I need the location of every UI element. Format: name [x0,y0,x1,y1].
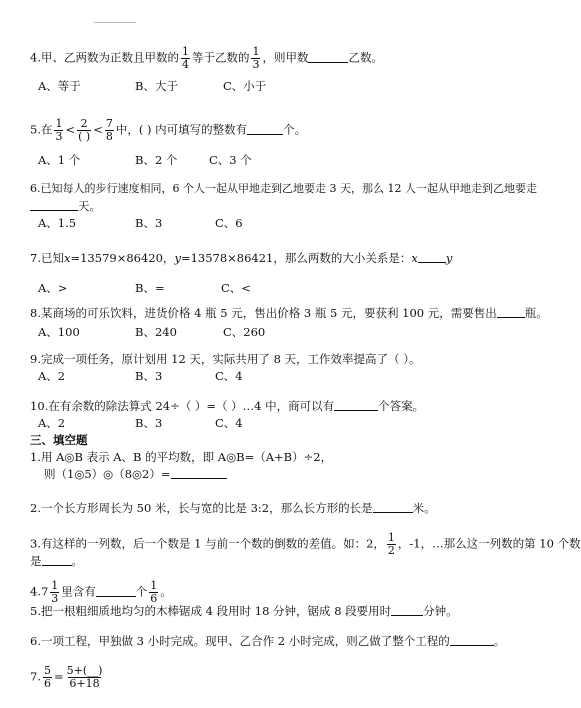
q10-text-b: 个答案。 [378,399,425,413]
q6-text-line2: 天。 [78,199,101,213]
f7-text-a: 7. [30,669,41,684]
question-8 [30,305,548,321]
q7-option-b[interactable]: B、= [135,281,165,295]
fill-1 [30,449,332,465]
q4-text-a: 4.甲、乙两数为正数且甲数的 [30,50,179,65]
q4-text-d: 乙数。 [348,50,383,65]
q7-eq-2: =13578×86421，那么两数的大小关系是： [180,251,412,265]
q5-fraction-3: $\frac{7}{8}$ [105,117,113,143]
q4-option-c[interactable]: C、小于 [223,79,267,93]
q7-var-y: y [174,251,181,265]
section-heading: 三、填空题 [30,433,88,447]
q8-text-b: 瓶。 [524,306,548,320]
q8-option-a[interactable]: A、100 [38,325,80,339]
q10-option-c[interactable]: C、4 [215,416,243,430]
question-10 [30,398,424,414]
f6-text-b: 。 [493,634,506,648]
q4-option-a[interactable]: A、等于 [38,79,81,93]
q6-options [38,215,243,231]
question-4 [30,46,383,71]
q6-text-line1: 6.已知每人的步行速度相同，6 个人一起从甲地走到乙地要走 3 天，那么 12 人一起从甲地走到乙地要走 [30,182,537,195]
q6-option-c[interactable]: C、6 [215,216,243,230]
q8-text-a: 8.某商场的可乐饮料，进货价格 4 瓶 5 元，售出价格 3 瓶 5 元，要获利 100 元，需要售出 [30,306,497,320]
q5-option-c[interactable]: C、3 个 [209,153,252,167]
f3-fraction: $\frac{1}{2}$ [387,531,395,557]
f5-text-b: 分钟。 [423,604,458,618]
q10-options [38,415,243,431]
q6-line2 [30,198,101,214]
f6-answer-blank[interactable] [450,633,494,646]
f2-answer-blank[interactable] [373,500,413,513]
q9-option-c[interactable]: C、4 [215,369,243,383]
question-7 [30,250,452,266]
f2-text-a: 2.一个长方形周长为 50 米，长与宽的比是 3:2，那么长方形的长是 [30,501,373,515]
f2-text-b: 米。 [412,501,436,515]
q4-text-b: 等于乙数的 [191,50,250,65]
f3-line2 [30,553,83,569]
q7-answer-x: x [411,251,418,265]
q6-option-a[interactable]: A、1.5 [38,216,77,230]
f4-answer-blank[interactable] [96,584,136,597]
q7-eq-1: =13579×86420， [70,251,175,265]
q9-option-b[interactable]: B、3 [135,369,163,383]
f4-text-a: 4.7 [30,584,49,599]
top-divider [94,22,136,23]
q5-fraction-2: $\frac{2}{( )}$ [78,117,91,143]
f1-answer-blank[interactable] [171,466,227,479]
f4-text-b: 里含有 [61,584,96,599]
f3-text-line2a: 是 [30,554,42,568]
q8-answer-blank[interactable] [497,305,525,318]
q6-answer-blank[interactable] [30,198,78,211]
q9-options [38,368,243,384]
f5-answer-blank[interactable] [391,603,423,616]
q5-less-than-2: < [93,122,103,137]
q8-options [38,324,265,340]
q4-text-c: ，则甲数 [262,50,309,65]
f7-equals: = [53,669,64,684]
fill-4 [30,580,172,605]
f3-text-b: ，-1，…那么这一列数的第 10 个数 [397,536,581,551]
q7-option-c[interactable]: C、< [221,281,251,295]
question-5 [30,118,306,143]
q9-option-a[interactable]: A、2 [38,369,66,383]
q4-fraction-2: $\frac{1}{3}$ [252,45,260,71]
f5-text-a: 5.把一根粗细质地均匀的木棒锯成 4 段用时 18 分钟，锯成 8 段要用时 [30,604,392,618]
q5-answer-blank[interactable] [247,122,283,135]
fill-2 [30,500,436,516]
q7-answer-blank[interactable] [418,250,446,263]
q10-option-a[interactable]: A、2 [38,416,66,430]
q8-option-b[interactable]: B、240 [135,325,177,339]
f4-mixed-fraction: $\frac{1}{3}$ [51,579,59,605]
f1-text-line1: 1.用 A◎B 表示 A、B 的平均数，即 A◎B=（A+B）÷2， [30,450,333,464]
q5-text-c: 个。 [283,122,307,137]
q5-option-b[interactable]: B、2 个 [135,153,178,167]
f4-text-d: 。 [160,584,172,599]
f4-text-c: 个 [135,584,148,599]
question-9 [30,351,420,367]
q5-text-a: 5.在 [30,122,53,137]
q7-var-x: x [63,251,71,265]
fill-3 [30,532,581,557]
q5-fraction-1: $\frac{1}{3}$ [55,117,63,143]
fill-5 [30,603,458,619]
f1-text-line2: 则（1◎5）◎（8◎2）= [44,467,171,481]
q6-option-b[interactable]: B、3 [135,216,163,230]
q10-text-a: 10.在有余数的除法算式 24÷（ ）=（ ）…4 中，商可以有 [30,399,335,413]
f7-fraction-1: $\frac{5}{6}$ [43,664,51,690]
f7-fraction-2[interactable]: $\frac{5+(\_\_)}{6+18}$ [66,664,103,690]
q5-text-b: 中，( ) 内可填写的整数有 [115,122,248,137]
f1-line2 [44,466,227,482]
f3-text-a: 3.有这样的一列数，后一个数是 1 与前一个数的倒数的差值。如：2， [30,536,385,551]
q4-answer-blank[interactable] [308,50,348,63]
f3-answer-blank[interactable] [42,553,72,566]
q10-option-b[interactable]: B、3 [135,416,163,430]
q8-option-c[interactable]: C、260 [223,325,266,339]
f4-fraction: $\frac{1}{6}$ [150,579,158,605]
q4-fraction-1: $\frac{1}{4}$ [181,45,189,71]
q9-text: 9.完成一项任务，原计划用 12 天，实际共用了 8 天，工作效率提高了（ ）。 [30,352,421,366]
q10-answer-blank[interactable] [334,398,378,411]
q7-option-a[interactable]: A、> [38,281,68,295]
fill-6 [30,633,505,649]
q5-option-a[interactable]: A、1 个 [38,153,81,167]
q7-options [38,280,251,296]
question-6 [30,181,537,197]
q4-options [38,78,266,94]
q7-text-a: 7.已知 [30,251,64,265]
q7-answer-y: y [445,251,453,265]
f3-text-line2b: 。 [71,554,83,568]
fill-7 [30,665,105,690]
q4-option-b[interactable]: B、大于 [135,79,178,93]
q5-options [38,152,252,168]
f6-text-a: 6.一项工程，甲独做 3 小时完成。现甲、乙合作 2 小时完成，则乙做了整个工程的 [30,634,450,648]
q5-less-than-1: < [65,122,76,137]
